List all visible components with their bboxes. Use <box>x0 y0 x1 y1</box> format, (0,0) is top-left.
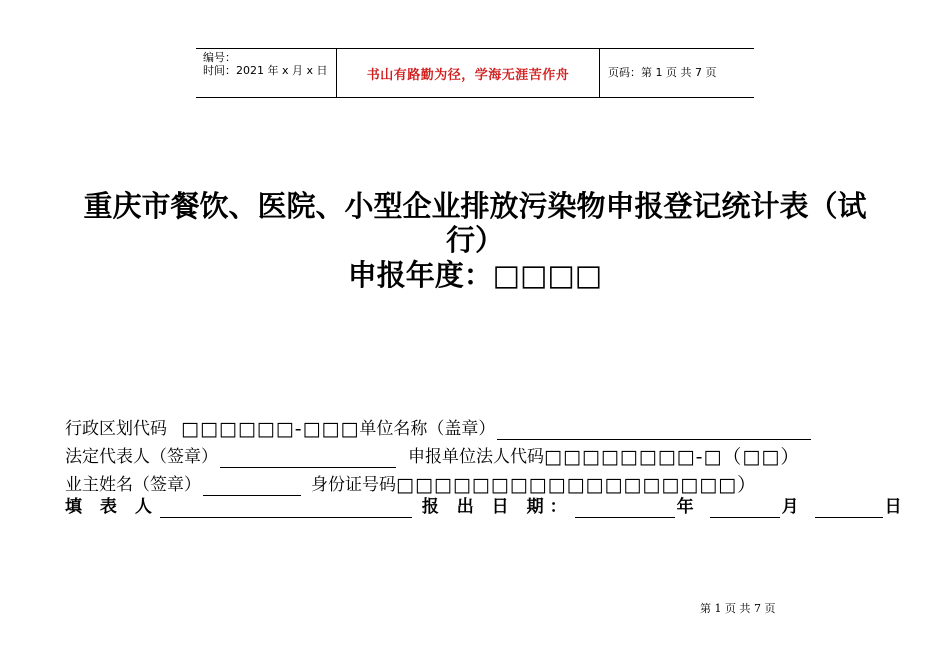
motto-text: 书山有路勤为径，学海无涯苦作舟 <box>366 67 570 83</box>
form-row-legal <box>65 446 800 468</box>
legal-rep-label: 法定代表人（签章） <box>65 447 218 467</box>
id-number-label: 身份证号码 <box>311 475 396 495</box>
month-label: 月 <box>781 497 799 517</box>
header-page-cell <box>600 49 754 97</box>
unit-name-field[interactable] <box>497 421 811 440</box>
day-label: 日 <box>884 497 902 517</box>
legal-code-boxes[interactable]: □□□□□□□□-□（□□） <box>544 446 801 468</box>
region-code-label: 行政区划代码 <box>65 419 167 439</box>
legal-rep-field[interactable] <box>220 449 396 468</box>
filler-field[interactable] <box>160 499 412 518</box>
id-number-boxes[interactable]: □□□□□□□□□□□□□□□□□□） <box>396 474 758 496</box>
year-field[interactable] <box>575 499 675 518</box>
header-motto-cell <box>337 49 600 97</box>
document-title-line1: 重庆市餐饮、医院、小型企业排放污染物申报登记统计表（试 <box>83 189 867 223</box>
region-code-boxes[interactable]: □□□□□□-□□□ <box>181 418 360 440</box>
form-row-filler <box>65 496 902 518</box>
page-label: 页码：第 1 页 共 7 页 <box>608 66 717 79</box>
month-field[interactable] <box>710 499 780 518</box>
document-title-line2: 行） <box>445 223 504 257</box>
time-label: 时间：2021 年 x 月 x 日 <box>203 64 328 77</box>
form-row-region <box>65 418 813 440</box>
header-meta-cell <box>196 49 337 97</box>
owner-name-label: 业主姓名（签章） <box>65 475 201 495</box>
report-date-label: 报 出 日 期： <box>421 497 573 517</box>
page-footer: 第 1 页 共 7 页 <box>700 602 776 615</box>
declaration-year-title: 申报年度：□□□□ <box>347 258 603 292</box>
unit-name-label: 单位名称（盖章） <box>359 419 496 439</box>
day-field[interactable] <box>815 499 883 518</box>
legal-code-label: 申报单位法人代码 <box>408 447 544 467</box>
year-label: 年 <box>676 497 694 517</box>
filler-label: 填 表 人 <box>65 497 158 517</box>
owner-name-field[interactable] <box>203 477 301 496</box>
page-header <box>196 48 754 98</box>
form-row-owner <box>65 474 757 496</box>
code-label: 编号： <box>203 51 236 64</box>
